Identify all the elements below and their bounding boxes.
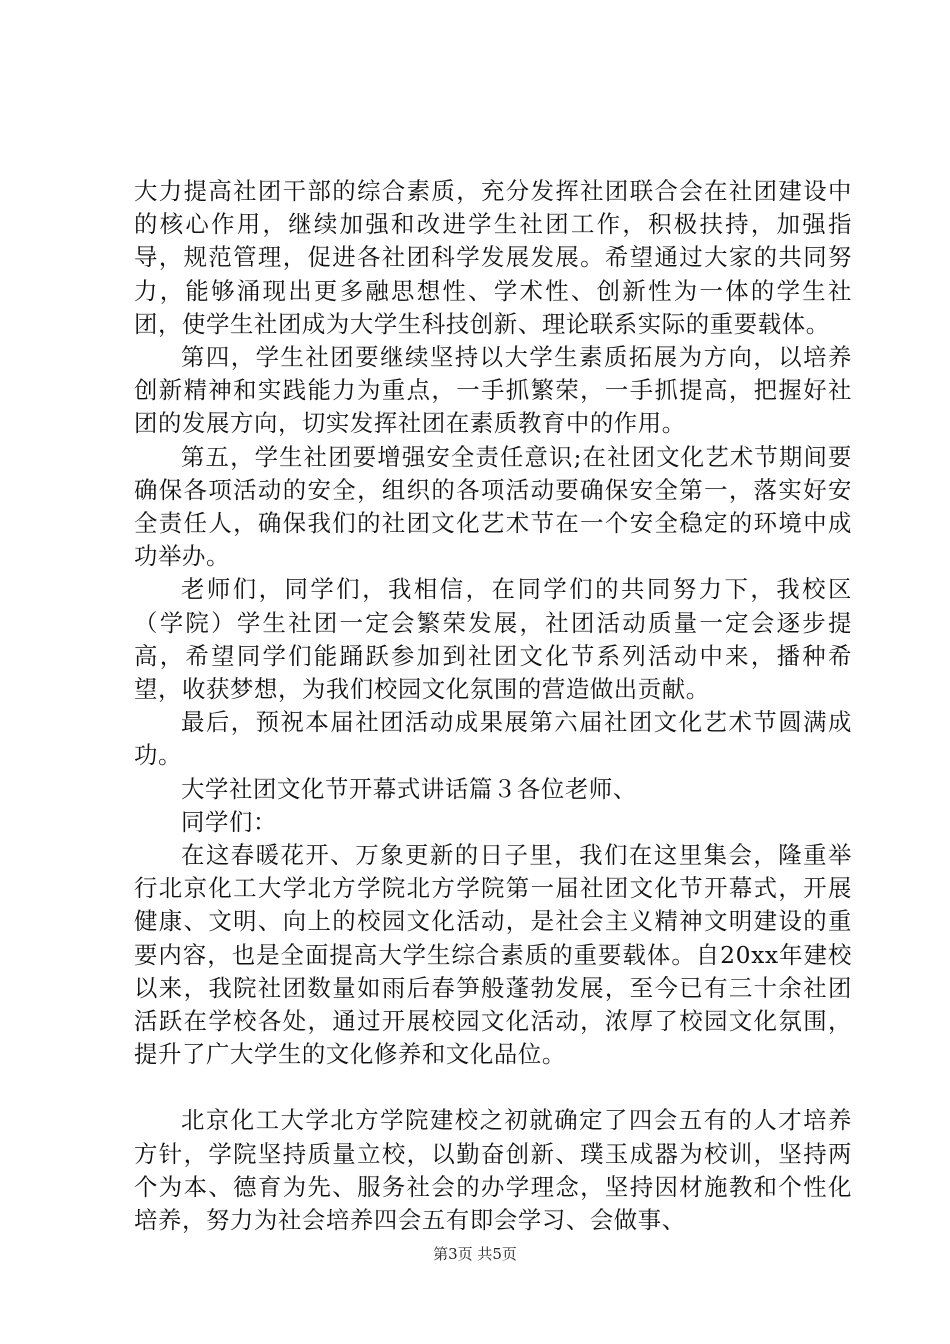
paragraph-gap [134, 1071, 852, 1104]
paragraph: 大力提高社团干部的综合素质，充分发挥社团联合会在社团建设中的核心作用，继续加强和改进学生社团工作，积极扶持，加强指导，规范管理，促进各社团科学发展发展。希望通过大家的共同努力，能够涌现出更多融思想性、学术性、创新性为一体的学生社团，使学生社团成为大学生科技创新、理论联系实际的重要载体。 [134, 177, 852, 338]
paragraph: 在这春暖花开、万象更新的日子里，我们在这里集会，隆重举行北京化工大学北方学院北方学院第一届社团文化节开幕式，开展健康、文明、向上的校园文化活动，是社会主义精神文明建设的重要内容，也是全面提高大学生综合素质的重要载体。自20xx年建校以来，我院社团数量如雨后春笋般蓬勃发展，至今已有三十余社团活跃在学校各处，通过开展校园文化活动，浓厚了校园文化氛围，提升了广大学生的文化修养和文化品位。 [134, 841, 852, 1069]
salutation: 同学们： [181, 807, 277, 836]
paragraph: 北京化工大学北方学院建校之初就确定了四会五有的人才培养方针，学院坚持质量立校，以勤奋创新、璞玉成器为校训，坚持两个为本、德育为先、服务社会的办学理念，坚持因材施教和个性化培养，努力为社会培养四会五有即会学习、会做事、 [134, 1106, 852, 1235]
page-footer: 第3页 共5页 [433, 1245, 517, 1263]
paragraph: 第四，学生社团要继续坚持以大学生素质拓展为方向，以培养创新精神和实践能力为重点，一手抓繁荣，一手抓提高，把握好社团的发展方向，切实发挥社团在素质教育中的作用。 [134, 343, 852, 438]
paragraph: 老师们，同学们，我相信，在同学们的共同努力下，我校区（学院）学生社团一定会繁荣发展，社团活动质量一定会逐步提高，希望同学们能踊跃参加到社团文化节系列活动中来，播种希望，收获梦想，为我们校园文化氛围的营造做出贡献。 [134, 575, 852, 704]
document-body [134, 175, 852, 1237]
section-heading: 大学社团文化节开幕式讲话篇３各位老师、 [181, 774, 637, 803]
paragraph: 第五，学生社团要增强安全责任意识;在社团文化艺术节期间要确保各项活动的安全，组织的各项活动要确保安全第一，落实好安全责任人，确保我们的社团文化艺术节在一个安全稳定的环境中成功举办。 [134, 442, 852, 571]
paragraph: 最后，预祝本届社团活动成果展第六届社团文化艺术节圆满成功。 [134, 708, 852, 770]
